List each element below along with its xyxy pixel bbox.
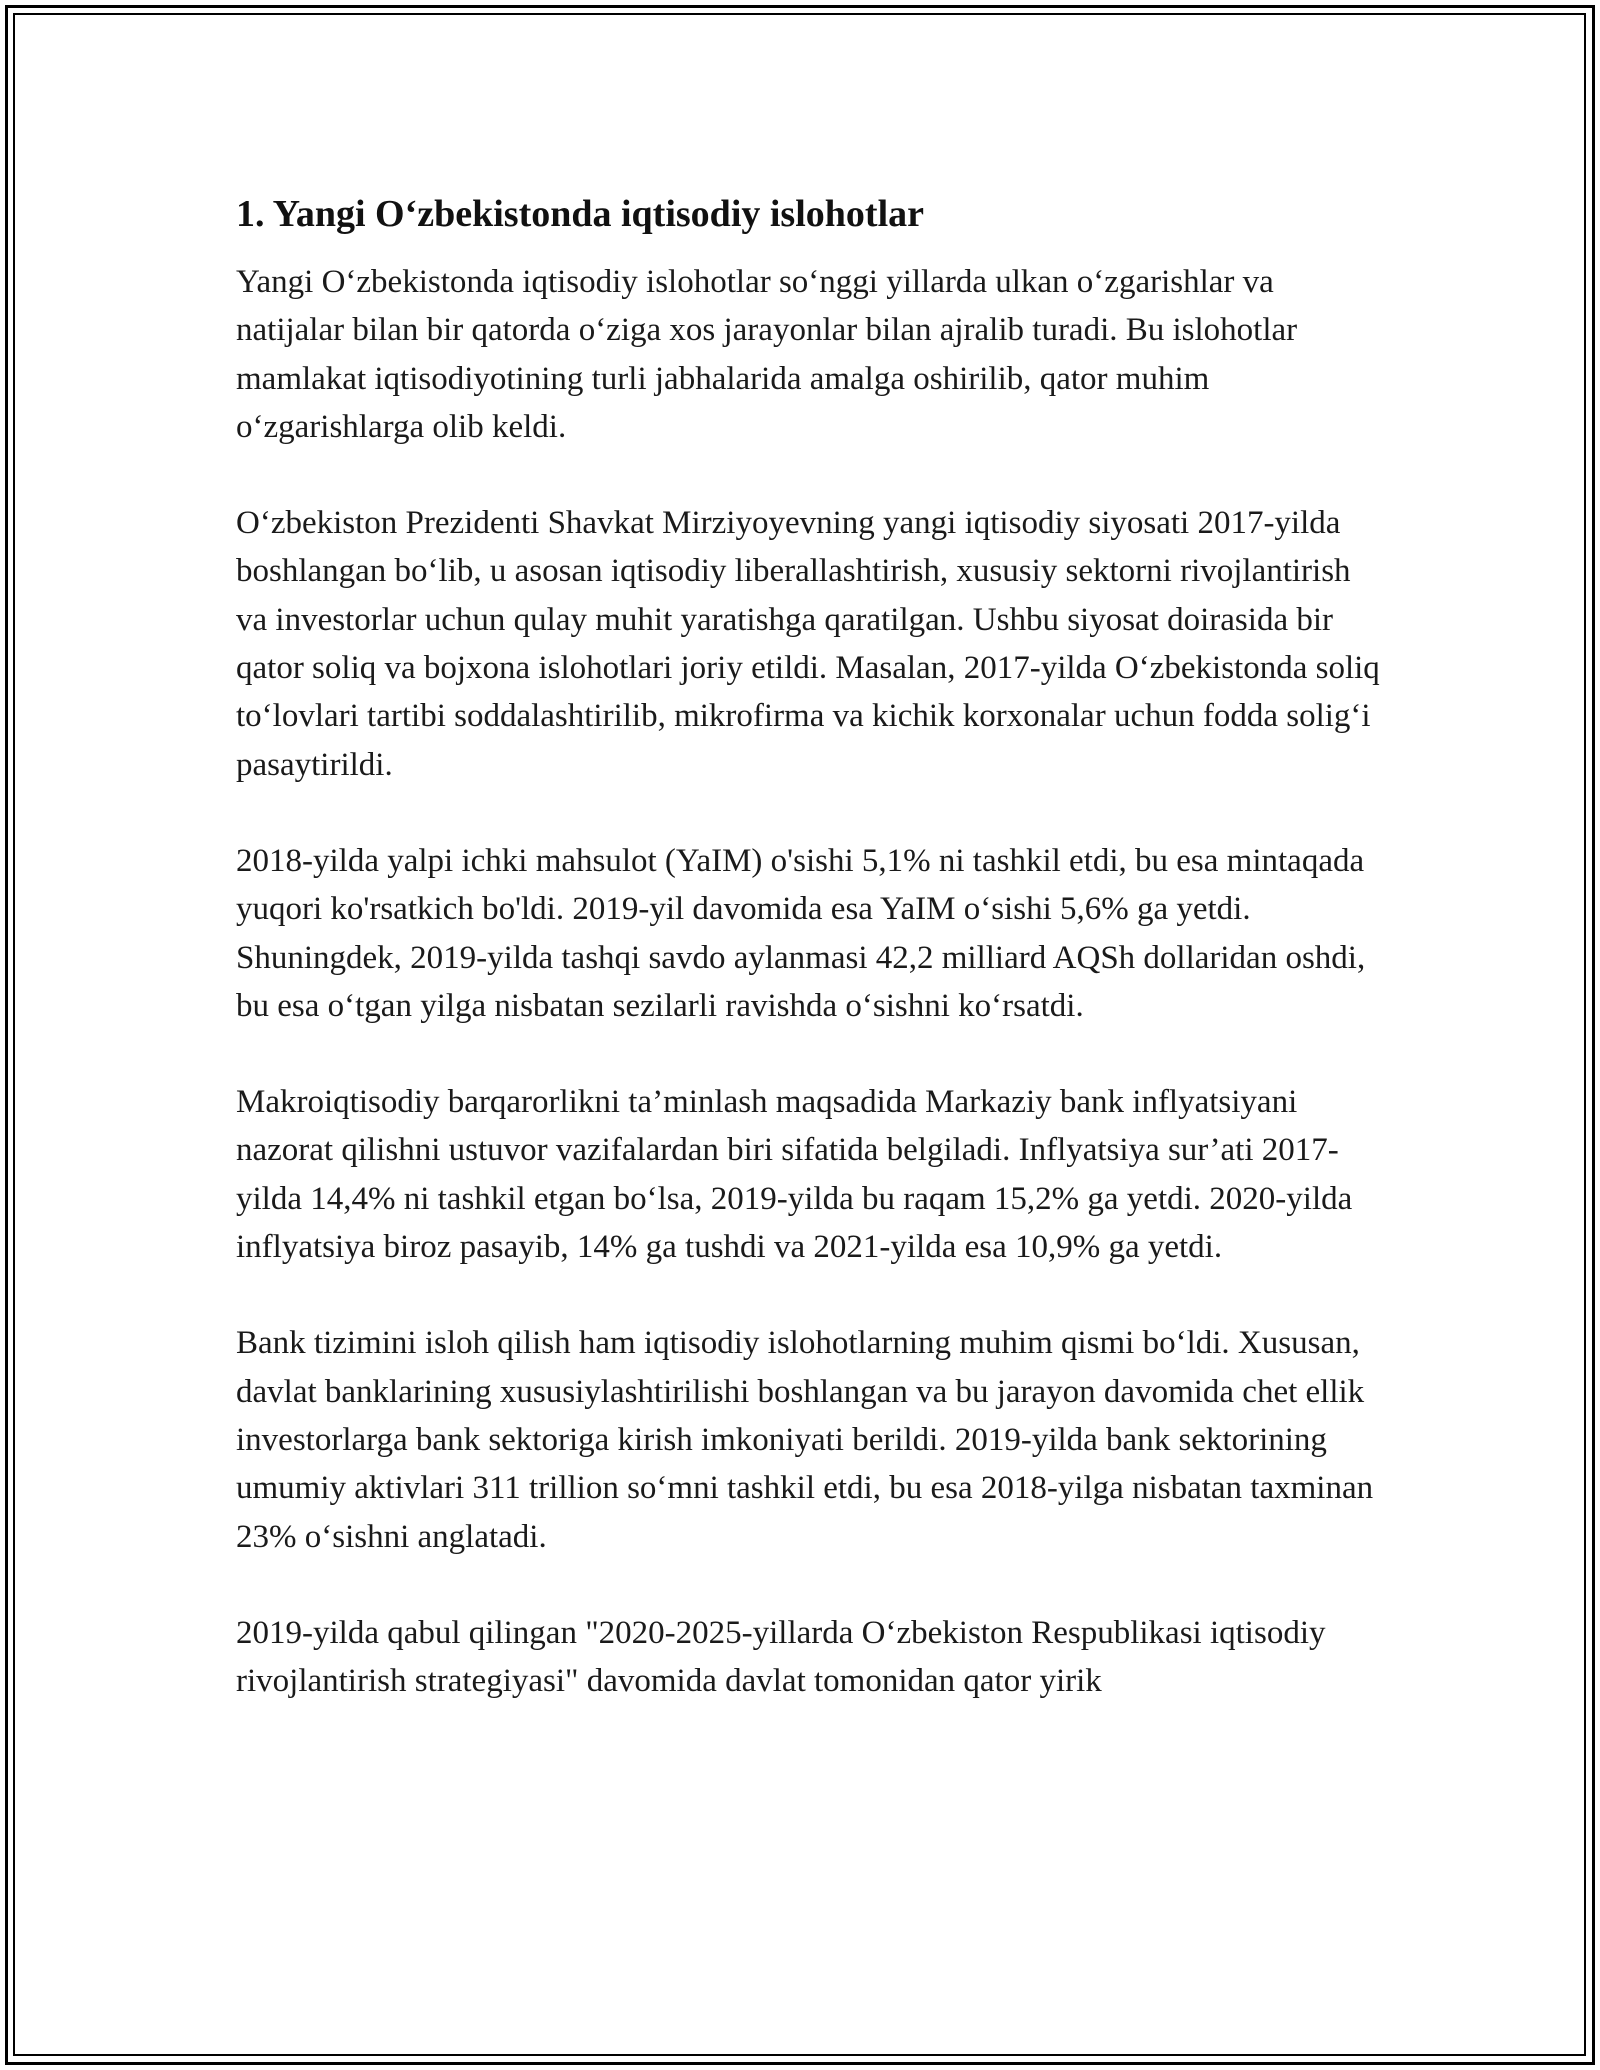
paragraph-strategy: 2019-yilda qabul qilingan "2020-2025-yillarda O‘zbekiston Respublikasi iqtisodiy rivojlantirish strategiyasi" davomida davlat tomonidan qator yirik: [236, 1614, 1326, 1700]
paragraph-inflation: Makroiqtisodiy barqarorlikni ta’minlash maqsadida Markaziy bank inflyatsiyani nazorat qilishni ustuvor vazifalardan biri sifatida belgiladi. Inflyatsiya sur’ati 2017-yilda 14,4% ni tashkil etgan bo‘lsa, 2019-yilda bu raqam 15,2% ga yetdi. 2020-yilda inflyatsiya biroz pasayib, 14% ga tushdi va 2021-yilda esa 10,9% ga yetdi.: [236, 1084, 1353, 1266]
section-heading: 1. Yangi O‘zbekistonda iqtisodiy islohotlar: [236, 193, 924, 235]
document-body: [236, 190, 1386, 1753]
paragraph-banking: Bank tizimini isloh qilish ham iqtisodiy islohotlarning muhim qismi bo‘ldi. Xususan, davlat banklarining xususiylashtirilishi boshlangan va bu jarayon davomida chet ellik investorlarga bank sektoriga kirish imkoniyati berildi. 2019-yilda bank sektorining umumiy aktivlari 311 trillion so‘mni tashkil etdi, bu esa 2018-yilga nisbatan taxminan 23% o‘sishni anglatadi.: [236, 1325, 1374, 1555]
paragraph-policy: O‘zbekiston Prezidenti Shavkat Mirziyoyevning yangi iqtisodiy siyosati 2017-yilda boshlangan bo‘lib, u asosan iqtisodiy liberallashtirish, xususiy sektorni rivojlantirish va investorlar uchun qulay muhit yaratishga qaratilgan. Ushbu siyosat doirasida bir qator soliq va bojxona islohotlari joriy etildi. Masalan, 2017-yilda O‘zbekistonda soliq to‘lovlari tartibi soddalashtirilib, mikrofirma va kichik korxonalar uchun fodda solig‘i pasaytirildi.: [236, 505, 1380, 783]
paragraph-intro: Yangi O‘zbekistonda iqtisodiy islohotlar so‘nggi yillarda ulkan o‘zgarishlar va natijalar bilan bir qatorda o‘ziga xos jarayonlar bilan ajralib turadi. Bu islohotlar mamlakat iqtisodiyotining turli jabhalarida amalga oshirilib, qator muhim o‘zgarishlarga olib keldi.: [236, 264, 1298, 445]
paragraph-gdp: 2018-yilda yalpi ichki mahsulot (YaIM) o'sishi 5,1% ni tashkil etdi, bu esa mintaqada yuqori ko'rsatkich bo'ldi. 2019-yil davomida esa YaIM o‘sishi 5,6% ga yetdi. Shuningdek, 2019-yilda tashqi savdo aylanmasi 42,2 milliard AQSh dollaridan oshdi, bu esa o‘tgan yilga nisbatan sezilarli ravishda o‘sishni ko‘rsatdi.: [236, 842, 1366, 1024]
